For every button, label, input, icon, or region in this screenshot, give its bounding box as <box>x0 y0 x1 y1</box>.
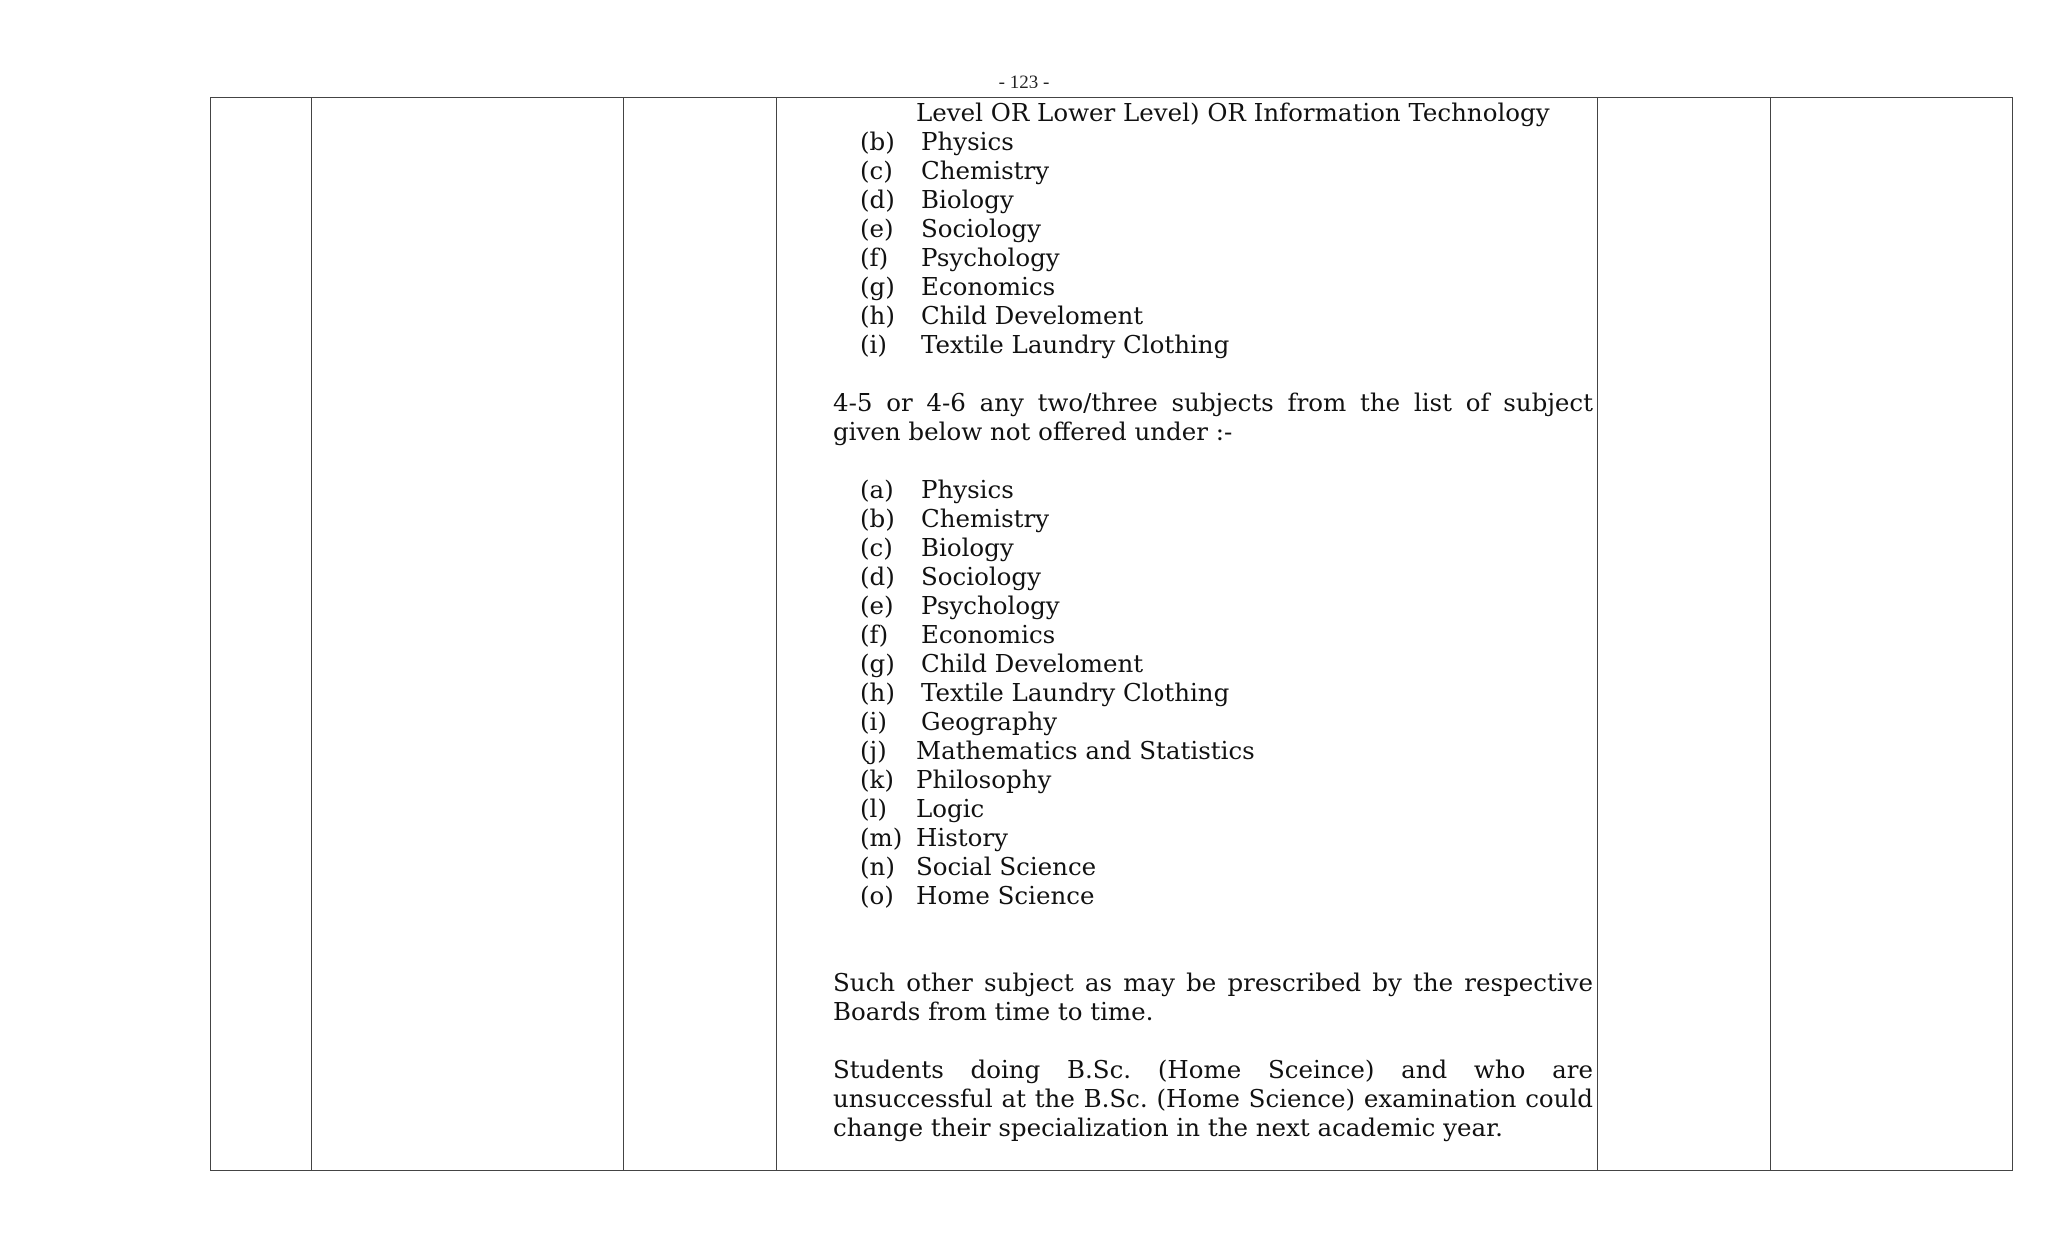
list-item-subject: Child Develoment <box>921 649 1144 678</box>
list-item-subject: Home Science <box>916 881 1095 910</box>
list-item-subject: Chemistry <box>921 156 1050 185</box>
continued-line: Level OR Lower Level) OR Information Technology <box>916 98 1550 127</box>
list-item-letter: (n) <box>860 852 895 881</box>
list-item-subject: Biology <box>921 185 1014 214</box>
list-item-letter: (c) <box>860 533 893 562</box>
list-item <box>833 156 1593 185</box>
list-item-letter: (g) <box>860 272 895 301</box>
list-item-letter: (d) <box>860 185 895 214</box>
list-item-letter: (d) <box>860 562 895 591</box>
list-item <box>833 533 1593 562</box>
list-item-letter: (m) <box>860 823 903 852</box>
list-item-subject: Child Develoment <box>921 301 1144 330</box>
list-item-subject: Psychology <box>921 243 1060 272</box>
list-item <box>833 649 1593 678</box>
list-item <box>833 881 1593 910</box>
list-item <box>833 330 1593 359</box>
list-item-letter: (b) <box>860 127 895 156</box>
list-item <box>833 475 1593 504</box>
list-item-letter: (l) <box>860 794 887 823</box>
list-item <box>833 591 1593 620</box>
page-number: - 123 - <box>998 72 1050 93</box>
list-item <box>833 678 1593 707</box>
paragraph-specialization-change: Students doing B.Sc. (Home Sceince) and who are unsuccessful at the B.Sc. (Home Science) examination could change their specialization in the next academic year. <box>833 1055 1593 1142</box>
list-item-letter: (e) <box>860 591 894 620</box>
list-item-letter: (h) <box>860 301 895 330</box>
paragraph-other-subjects: Such other subject as may be prescribed by the respective Boards from time to time. <box>833 968 1593 1026</box>
list-item <box>833 794 1593 823</box>
list-item <box>833 214 1593 243</box>
list-item-letter: (g) <box>860 649 895 678</box>
list-item-subject: Mathematics and Statistics <box>916 736 1255 765</box>
column-divider <box>623 98 624 1170</box>
list-item-subject: Social Science <box>916 852 1097 881</box>
list-item-subject: Philosophy <box>916 765 1052 794</box>
subject-list-two <box>833 475 1593 910</box>
list-item <box>833 272 1593 301</box>
subjects-cell <box>833 98 1593 1142</box>
list-item-letter: (i) <box>860 707 887 736</box>
list-item-letter: (k) <box>860 765 894 794</box>
list-item <box>833 127 1593 156</box>
list-item-letter: (j) <box>860 736 887 765</box>
list-item-subject: Logic <box>916 794 985 823</box>
list-item-subject: Physics <box>921 127 1014 156</box>
list-item <box>833 736 1593 765</box>
list-item-letter: (f) <box>860 620 889 649</box>
list-item-subject: Sociology <box>921 214 1041 243</box>
list-item-subject: Economics <box>921 272 1056 301</box>
list-item <box>833 562 1593 591</box>
list-item <box>833 765 1593 794</box>
list-item <box>833 823 1593 852</box>
list-item-subject: Psychology <box>921 591 1060 620</box>
list-item-subject: Textile Laundry Clothing <box>921 330 1230 359</box>
list-item-letter: (f) <box>860 243 889 272</box>
column-divider <box>311 98 312 1170</box>
list-item-letter: (e) <box>860 214 894 243</box>
list-item-subject: Economics <box>921 620 1056 649</box>
list-item-letter: (h) <box>860 678 895 707</box>
list-item <box>833 301 1593 330</box>
paragraph-subject-choice: 4-5 or 4-6 any two/three subjects from the list of subject given below not offered under :- <box>833 388 1593 446</box>
list-item-letter: (o) <box>860 881 894 910</box>
list-item <box>833 707 1593 736</box>
column-divider <box>1770 98 1771 1170</box>
list-item <box>833 620 1593 649</box>
list-item <box>833 852 1593 881</box>
list-item-subject: Sociology <box>921 562 1041 591</box>
list-item-letter: (a) <box>860 475 894 504</box>
list-item <box>833 504 1593 533</box>
list-item-letter: (c) <box>860 156 893 185</box>
column-divider <box>776 98 777 1170</box>
list-item-letter: (b) <box>860 504 895 533</box>
list-item <box>833 185 1593 214</box>
list-item-subject: Geography <box>921 707 1058 736</box>
list-item-subject: History <box>916 823 1008 852</box>
list-item <box>833 243 1593 272</box>
list-item-subject: Textile Laundry Clothing <box>921 678 1230 707</box>
list-item-subject: Chemistry <box>921 504 1050 533</box>
list-item-subject: Biology <box>921 533 1014 562</box>
list-item-letter: (i) <box>860 330 887 359</box>
column-divider <box>1597 98 1598 1170</box>
subject-list-one <box>833 127 1593 359</box>
list-item-subject: Physics <box>921 475 1014 504</box>
